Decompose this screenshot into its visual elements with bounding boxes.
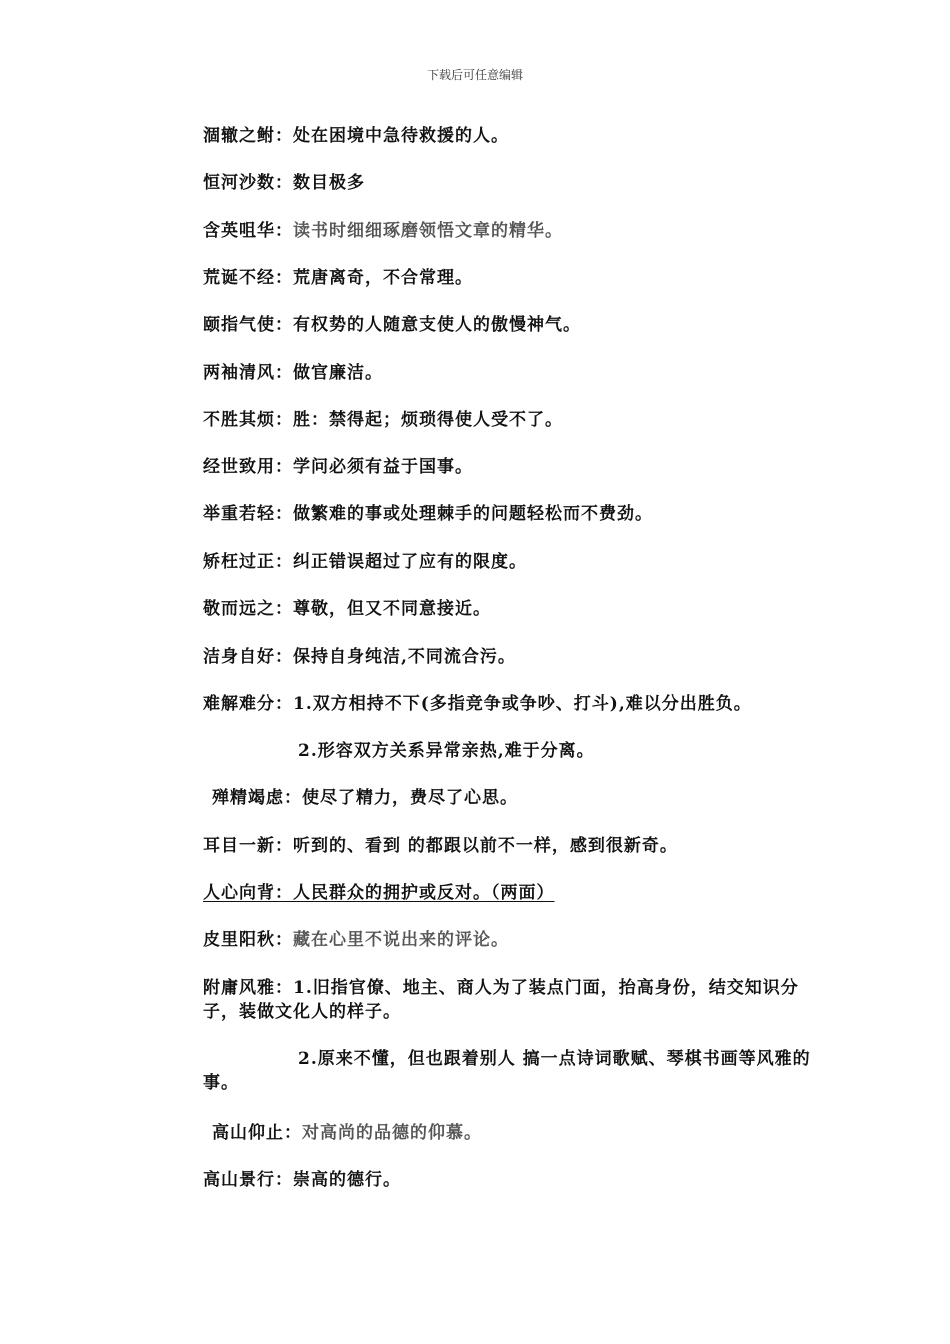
entry-6 bbox=[203, 361, 813, 385]
entry-term: 人心向背： bbox=[203, 883, 293, 903]
entry-term: 洁身自好： bbox=[203, 647, 293, 667]
entry-7 bbox=[203, 408, 813, 432]
entry-17 bbox=[203, 928, 813, 952]
entry-19 bbox=[212, 1121, 822, 1145]
entry-16 bbox=[203, 881, 813, 905]
entry-9 bbox=[203, 502, 813, 526]
entry-definition: 保持自身纯洁,不同流合污。 bbox=[293, 647, 516, 667]
entry-definition: 处在困境中急待救援的人。 bbox=[293, 126, 509, 146]
entry-term: 恒河沙数： bbox=[203, 173, 293, 193]
entry-definition: 对高尚的品德的仰慕。 bbox=[302, 1123, 482, 1143]
entry-term: 荒诞不经： bbox=[203, 268, 293, 288]
entry-definition: 有权势的人随意支使人的傲慢神气。 bbox=[293, 315, 581, 335]
entry-definition: 使尽了精力，费尽了心思。 bbox=[302, 788, 518, 808]
entry-term: 耳目一新： bbox=[203, 836, 293, 856]
entry-11 bbox=[203, 597, 813, 621]
entry-term: 殚精竭虑： bbox=[212, 788, 302, 808]
entry-definition: 人民群众的拥护或反对。（两面） bbox=[293, 883, 555, 903]
entry-2 bbox=[203, 171, 813, 195]
entry-term: 不胜其烦： bbox=[203, 410, 293, 430]
entry-15 bbox=[203, 834, 813, 858]
entry-definition: 1.双方相持不下(多指竞争或争吵、打斗),难以分出胜负。 bbox=[293, 694, 752, 714]
entry-definition: 做官廉洁。 bbox=[293, 363, 383, 383]
entry-3 bbox=[203, 219, 813, 243]
entry-definition: 读书时细细琢磨领悟文章的精华。 bbox=[293, 221, 563, 241]
entry-term: 附庸风雅： bbox=[203, 978, 293, 998]
entry-term: 高山仰止： bbox=[212, 1123, 302, 1143]
entry-1 bbox=[203, 124, 813, 148]
entry-definition: 1.旧指官僚、地主、商人为了装点门面，抬高身份，结交知识分子，装做文化人的样子。 bbox=[203, 978, 799, 1022]
entry-definition: 崇高的德行。 bbox=[293, 1170, 401, 1190]
entry-18-continued bbox=[203, 1047, 813, 1095]
entry-definition: 做繁难的事或处理棘手的问题轻松而不费劲。 bbox=[293, 504, 653, 524]
entry-13-continued bbox=[298, 739, 818, 763]
entry-12 bbox=[203, 645, 813, 669]
entry-definition: 纠正错误超过了应有的限度。 bbox=[293, 552, 527, 572]
entry-definition: 荒唐离奇，不合常理。 bbox=[293, 268, 473, 288]
entry-definition: 尊敬，但又不同意接近。 bbox=[293, 599, 491, 619]
entry-10 bbox=[203, 550, 813, 574]
entry-14 bbox=[212, 786, 822, 810]
entry-term: 敬而远之： bbox=[203, 599, 293, 619]
entry-term: 两袖清风： bbox=[203, 363, 293, 383]
entry-4 bbox=[203, 266, 813, 290]
entry-definition: 胜：禁得起；烦琐得使人受不了。 bbox=[293, 410, 563, 430]
entry-definition: 学问必须有益于国事。 bbox=[293, 457, 473, 477]
entry-8 bbox=[203, 455, 813, 479]
entry-5 bbox=[203, 313, 813, 337]
entry-term: 举重若轻： bbox=[203, 504, 293, 524]
entry-definition: 听到的、看到 的都跟以前不一样，感到很新奇。 bbox=[293, 836, 678, 856]
entry-definition: 2.原来不懂，但也跟着别人 搞一点诗词歌赋、琴棋书画等风雅的事。 bbox=[203, 1049, 811, 1093]
entry-13 bbox=[203, 692, 813, 716]
entry-term: 难解难分： bbox=[203, 694, 293, 714]
page-header: 下载后可任意编辑 bbox=[426, 68, 523, 82]
entry-definition: 藏在心里不说出来的评论。 bbox=[293, 930, 509, 950]
entry-definition: 2.形容双方关系异常亲热,难于分离。 bbox=[298, 741, 595, 761]
entry-term: 高山景行： bbox=[203, 1170, 293, 1190]
entry-definition: 数目极多 bbox=[293, 173, 365, 193]
entry-term: 颐指气使： bbox=[203, 315, 293, 335]
entry-term: 含英咀华： bbox=[203, 221, 293, 241]
entry-18 bbox=[203, 976, 813, 1024]
entry-term: 涸辙之鲋： bbox=[203, 126, 293, 146]
entry-term: 经世致用： bbox=[203, 457, 293, 477]
entry-20 bbox=[203, 1168, 813, 1192]
entry-term: 矫枉过正： bbox=[203, 552, 293, 572]
entry-term: 皮里阳秋： bbox=[203, 930, 293, 950]
